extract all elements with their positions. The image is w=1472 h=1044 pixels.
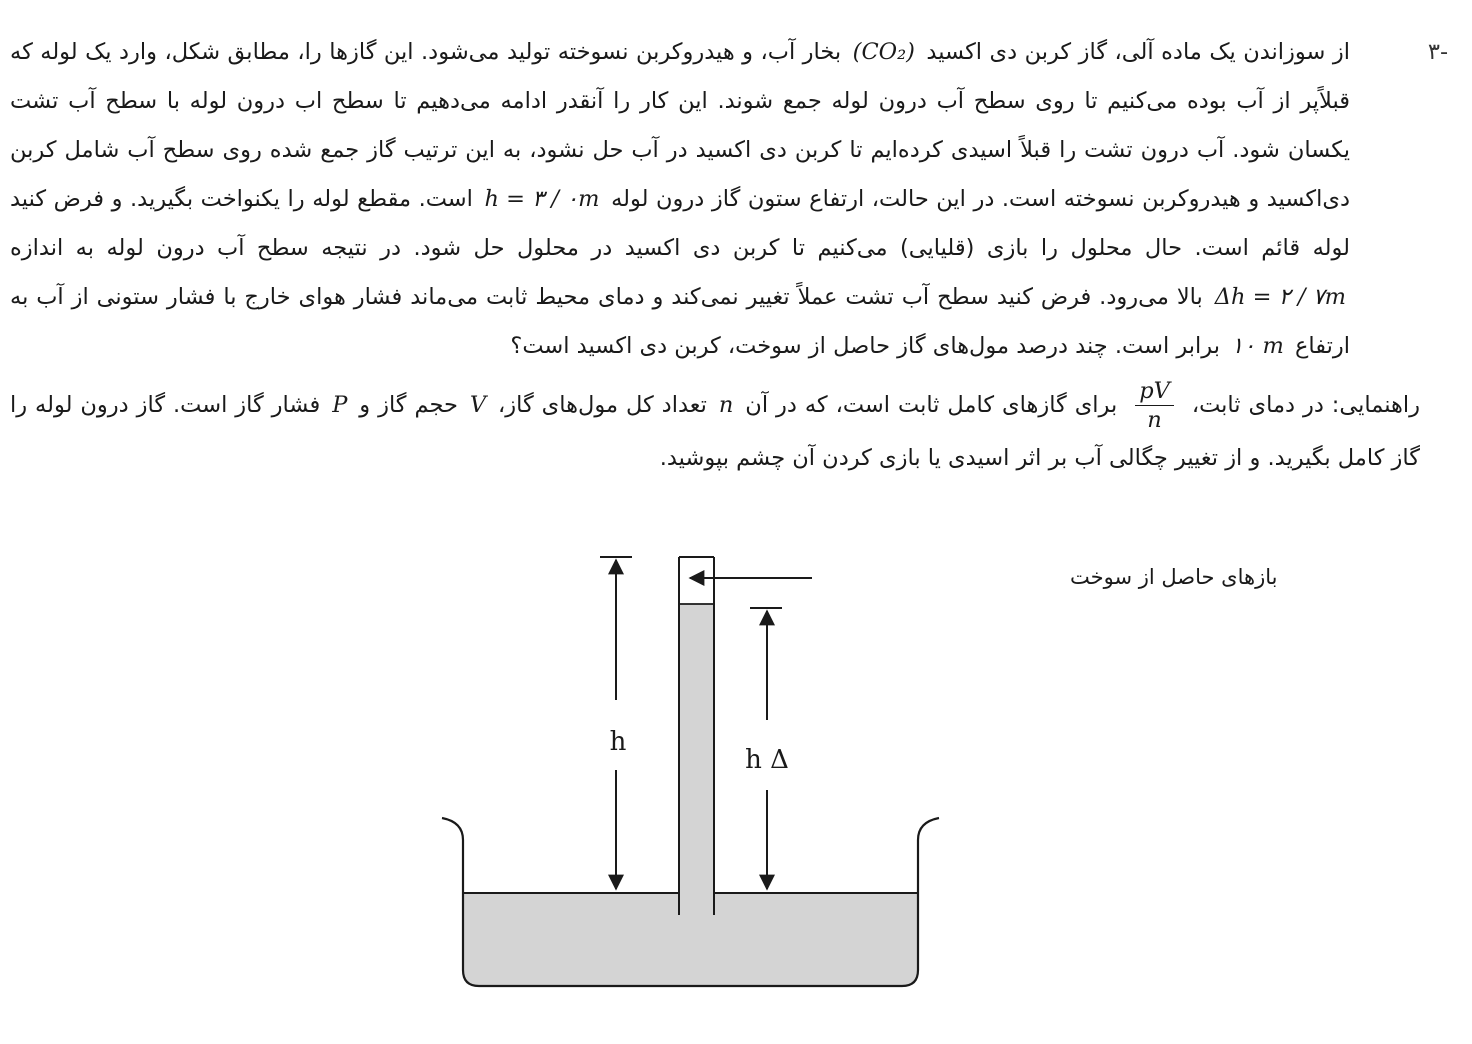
hint-text-2: برای گازهای کامل ثابت است، که در آن <box>745 392 1118 418</box>
problem-text-5: برابر است. چند درصد مول‌های گاز حاصل از سوخت، کربن دی اکسید است؟ <box>510 333 1220 359</box>
h-equation: h = ۳ / ۰m <box>484 186 600 212</box>
problem-text-1: از سوزاندن یک ماده آلی، گاز کربن دی اکسید <box>926 39 1350 65</box>
fraction-numerator: pV <box>1135 377 1174 406</box>
h-label: h <box>609 727 627 757</box>
problem-paragraph <box>10 28 1420 371</box>
hint-text-3: تعداد کل مول‌های گاز، <box>498 392 707 418</box>
pv-over-n-fraction <box>1135 377 1174 434</box>
gas-label: بازهای حاصل از سوخت <box>1070 565 1278 589</box>
delta-h-equation: Δh = ۲ / ۷m <box>1214 284 1347 310</box>
apparatus-diagram <box>0 540 1472 1010</box>
problem-text-3: است. مقطع لوله را یکنواخت بگیرید. و فرض کنید لوله قائم است. حال محلول را بازی (قلیایی) می‌کنیم تا کربن دی اکسید در محلول حل شود. در نتیجه سطح آب درون لوله به اندازه <box>10 186 1350 261</box>
height-equation: ۱۰ m <box>1231 333 1284 359</box>
hint-text-5: فشار گاز است. گاز درون لوله را گاز کامل بگیرید. و از تغییر چگالی آب بر اثر اسیدی یا بازی کردن آن چشم بپوشید. <box>10 392 1420 471</box>
apparatus-figure <box>0 540 1472 1010</box>
v-symbol: V <box>469 392 487 418</box>
hint-text-1: راهنمایی: در دمای ثابت، <box>1191 392 1421 418</box>
question-number: -۳ <box>1427 39 1449 65</box>
tube-water-column <box>679 604 714 915</box>
fraction-denominator: n <box>1147 407 1162 433</box>
delta-h-label: h Δ <box>745 745 789 775</box>
tube-gas-space <box>679 557 714 604</box>
hint-paragraph <box>10 377 1420 483</box>
problem-statement <box>10 28 1449 483</box>
problem-text-4: بالا می‌رود. فرض کنید سطح آب تشت عملاً تغییر نمی‌کند و دمای محیط ثابت می‌ماند فشار هوای خارج با فشار ستونی از آب به ارتفاع <box>10 284 1350 359</box>
n-symbol: n <box>718 392 734 418</box>
p-symbol: P <box>332 392 348 418</box>
problem-text-2: بخار آب، و هیدروکربن نسوخته تولید می‌شود. این گازها را، مطابق شکل، وارد یک لوله که قبلاًپر از آب بوده می‌کنیم تا روی سطح آب درون لوله جمع شوند. این کار را آنقدر ادامه می‌دهیم تا سطح اب درون لوله با سطح آب تشت یکسان شود. آب درون تشت را قبلاً اسیدی کرده‌ایم تا کربن دی اکسید در آب حل نشود، به این ترتیب گاز جمع شده روی سطح آب شامل کربن دی‌اکسید و هیدروکربن نسوخته است. در این حالت، ارتفاع ستون گاز درون لوله <box>10 39 1351 212</box>
hint-text-4: حجم گاز و <box>359 392 458 418</box>
co2-formula: (CO₂) <box>852 39 915 65</box>
